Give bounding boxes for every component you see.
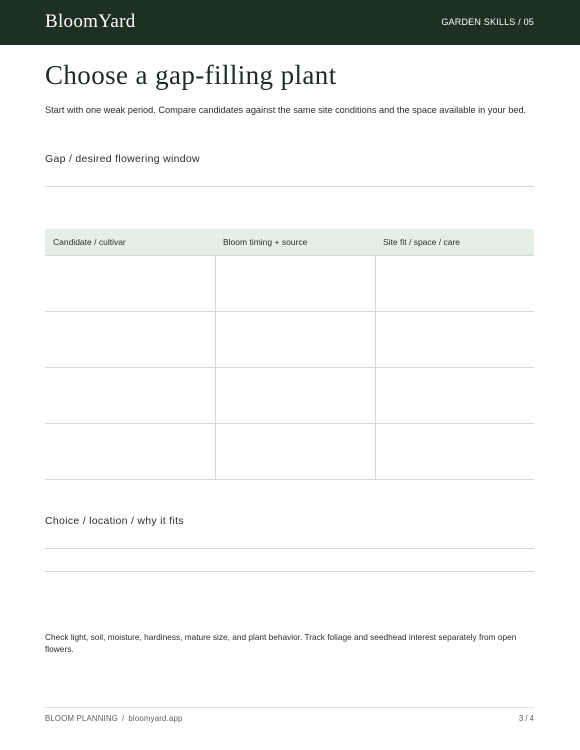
table-row bbox=[45, 256, 534, 312]
site-fit-cell[interactable] bbox=[375, 312, 534, 368]
table-row bbox=[45, 424, 534, 480]
footer-series-label: BLOOM PLANNING bbox=[45, 714, 118, 723]
candidate-cell[interactable] bbox=[45, 424, 215, 480]
intro-text: Start with one weak period. Compare candidates against the same site conditions and the space available in your bed. bbox=[45, 105, 527, 115]
bloom-timing-cell[interactable] bbox=[215, 312, 375, 368]
footer-divider bbox=[45, 707, 534, 708]
candidate-cell[interactable] bbox=[45, 256, 215, 312]
site-fit-cell[interactable] bbox=[375, 256, 534, 312]
page-number: 3 / 4 bbox=[518, 714, 534, 723]
gap-write-line[interactable] bbox=[45, 186, 534, 187]
candidate-cell[interactable] bbox=[45, 368, 215, 424]
candidates-table bbox=[45, 229, 534, 480]
column-header-bloom-timing: Bloom timing + source bbox=[215, 229, 375, 256]
choice-field-label: Choice / location / why it fits bbox=[45, 515, 184, 527]
top-header-bar bbox=[0, 0, 580, 45]
footer-breadcrumb bbox=[45, 714, 183, 723]
table-row bbox=[45, 312, 534, 368]
brand-logo-text: BloomYard bbox=[45, 11, 136, 32]
choice-write-line-1[interactable] bbox=[45, 548, 534, 549]
column-header-site-fit: Site fit / space / care bbox=[375, 229, 534, 256]
bloom-timing-cell[interactable] bbox=[215, 256, 375, 312]
section-label: GARDEN SKILLS / 05 bbox=[441, 17, 534, 27]
table-header-row bbox=[45, 229, 534, 256]
candidate-cell[interactable] bbox=[45, 312, 215, 368]
table-row bbox=[45, 368, 534, 424]
page-title: Choose a gap-filling plant bbox=[45, 60, 337, 90]
footer-site-link[interactable]: bloomyard.app bbox=[128, 714, 183, 723]
site-fit-cell[interactable] bbox=[375, 368, 534, 424]
column-header-candidate: Candidate / cultivar bbox=[45, 229, 215, 256]
gap-field-label: Gap / desired flowering window bbox=[45, 153, 200, 165]
bloom-timing-cell[interactable] bbox=[215, 368, 375, 424]
site-fit-cell[interactable] bbox=[375, 424, 534, 480]
guidance-note: Check light, soil, moisture, hardiness, mature size, and plant behavior. Track foliage and seedhead interest separately from open flowers. bbox=[45, 632, 517, 654]
bloom-timing-cell[interactable] bbox=[215, 424, 375, 480]
choice-write-line-2[interactable] bbox=[45, 571, 534, 572]
footer-separator: / bbox=[122, 714, 125, 723]
